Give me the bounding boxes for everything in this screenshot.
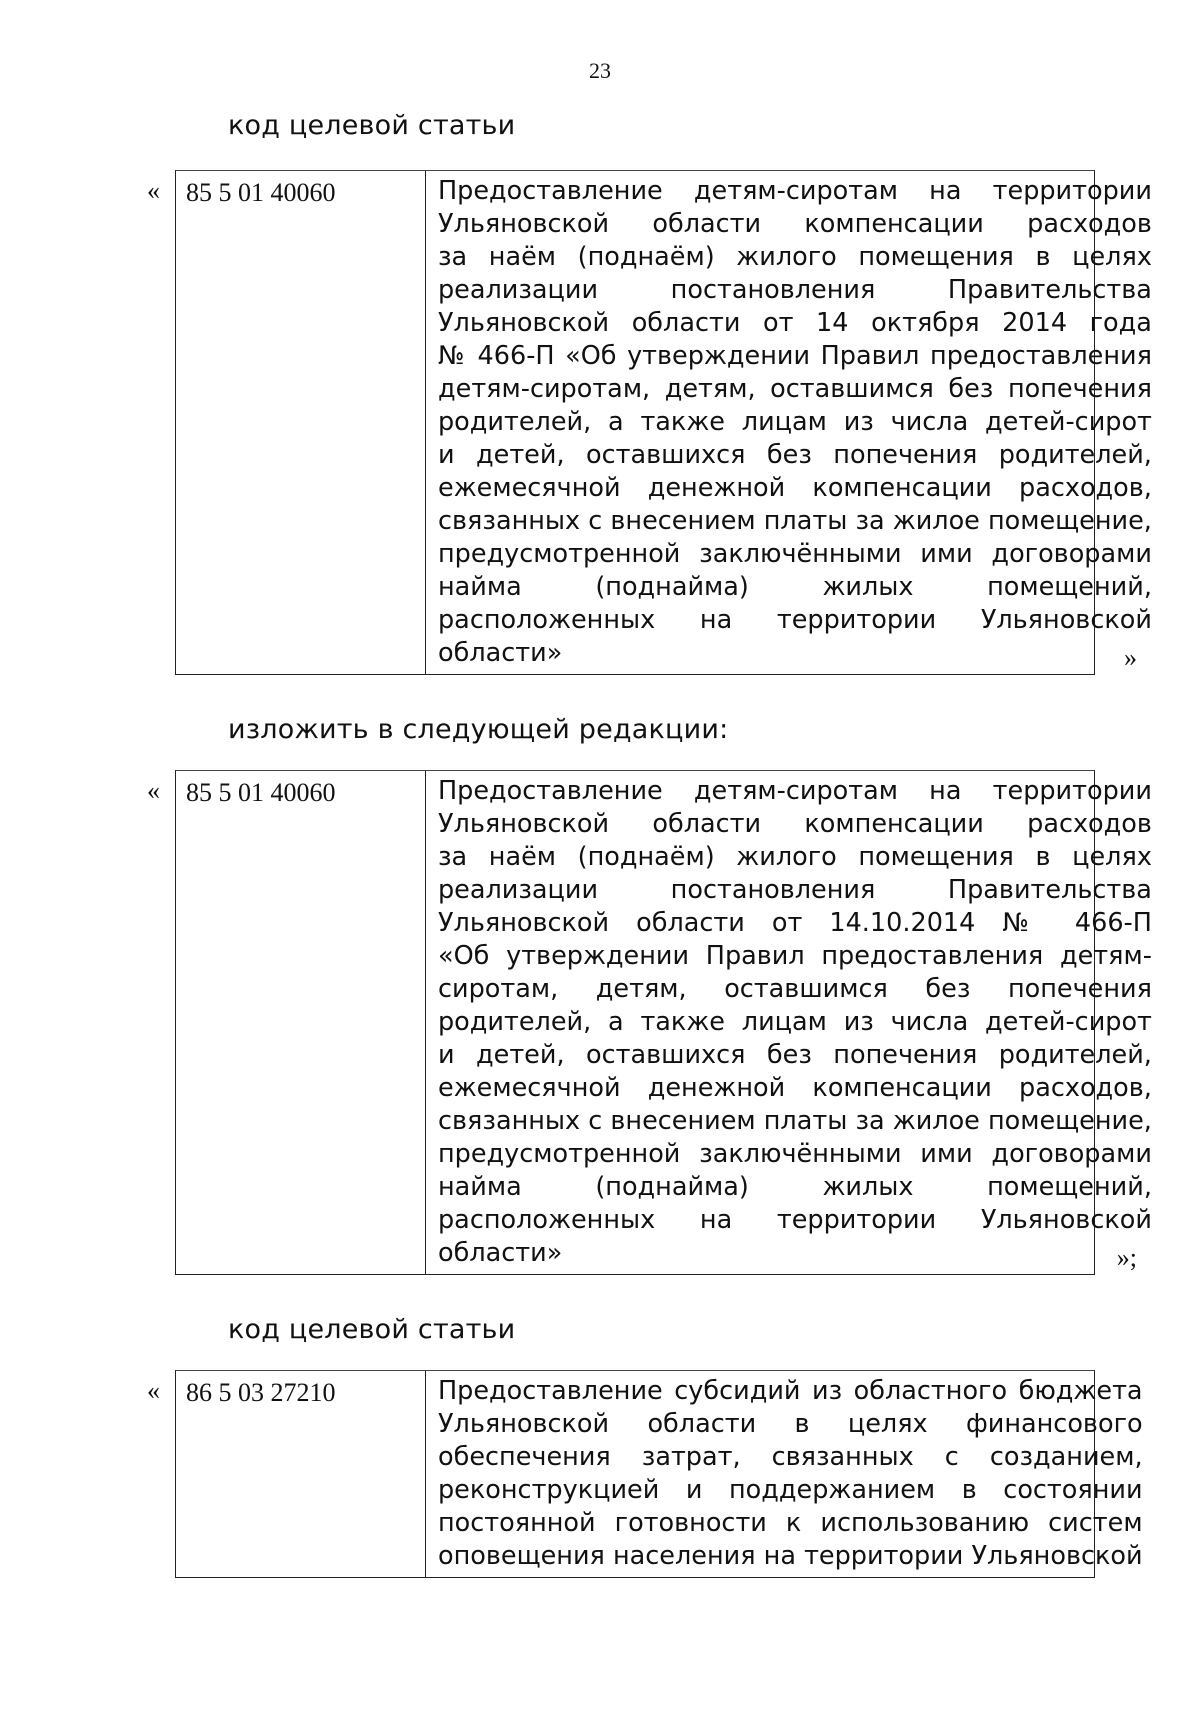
- text-line: Ульяновской области от 14 октября 2014 года: [438, 308, 1152, 338]
- text-line: оповещения населения на территории Ульяновской: [438, 1541, 1143, 1571]
- text-line: детям-сиротам, детям, оставшимся без попечения: [438, 374, 1152, 404]
- text-line: предусмотренной заключёнными ими договорами: [438, 539, 1152, 569]
- text-line: «Об утверждении Правил предоставления детям-: [438, 941, 1152, 971]
- text-line: связанных с внесением платы за жилое помещение,: [438, 506, 1152, 536]
- text-line: Ульяновской области от 14.10.2014 № 466-П: [438, 908, 1152, 938]
- text-line: № 466-П «Об утверждении Правил предоставления: [438, 341, 1152, 371]
- text-line: родителей, а также лицам из числа детей-сирот: [438, 1007, 1152, 1037]
- text-line: постоянной готовности к использованию систем: [438, 1508, 1143, 1538]
- page-number: 23: [589, 58, 611, 83]
- text-line: предусмотренной заключёнными ими договорами: [438, 1139, 1152, 1169]
- table-block-2: [147, 770, 1152, 1275]
- heading-target-article-code-2: код целевой статьи: [228, 1314, 516, 1345]
- text-line: Предоставление субсидий из областного бюджета: [438, 1376, 1143, 1406]
- heading-new-wording: изложить в следующей редакции:: [228, 714, 729, 745]
- open-quote-mark: «: [147, 776, 160, 805]
- text-line: ежемесячной денежной компенсации расходов,: [438, 1073, 1152, 1103]
- code-cell: 85 5 01 40060: [176, 171, 426, 674]
- text-line: найма (поднайма) жилых помещений,: [438, 1172, 1152, 1202]
- text-line: сиротам, детям, оставшимся без попечения: [438, 974, 1152, 1004]
- close-quote-mark: »: [1124, 643, 1137, 672]
- text-line: Ульяновской области компенсации расходов: [438, 209, 1152, 239]
- text-line: Ульяновской области компенсации расходов: [438, 809, 1152, 839]
- text-line: области»: [438, 638, 563, 668]
- heading-target-article-code-1: код целевой статьи: [228, 110, 516, 141]
- text-line: за наём (поднаём) жилого помещения в целях: [438, 242, 1152, 272]
- text-line: найма (поднайма) жилых помещений,: [438, 572, 1152, 602]
- text-line: за наём (поднаём) жилого помещения в целях: [438, 842, 1152, 872]
- text-line: реализации постановления Правительства: [438, 275, 1152, 305]
- code-cell: 86 5 03 27210: [176, 1371, 426, 1577]
- open-quote-mark: «: [147, 1376, 160, 1405]
- text-line: родителей, а также лицам из числа детей-сирот: [438, 407, 1152, 437]
- table-row: [175, 1370, 1143, 1578]
- text-line: реконструкцией и поддержанием в состоянии: [438, 1475, 1143, 1505]
- text-line: связанных с внесением платы за жилое помещение,: [438, 1106, 1152, 1136]
- description-cell: [426, 171, 1158, 674]
- table-block-3: [147, 1370, 1143, 1578]
- text-line: и детей, оставшихся без попечения родителей,: [438, 1040, 1152, 1070]
- text-line: Предоставление детям-сиротам на территории: [438, 776, 1152, 806]
- table-row: [175, 770, 1152, 1275]
- text-line: и детей, оставшихся без попечения родителей,: [438, 440, 1152, 470]
- description-cell: [426, 1371, 1149, 1577]
- description-cell: [426, 771, 1158, 1274]
- text-line: Предоставление детям-сиротам на территории: [438, 176, 1152, 206]
- text-line: реализации постановления Правительства: [438, 875, 1152, 905]
- text-line: обеспечения затрат, связанных с созданием,: [438, 1442, 1143, 1472]
- close-quote-mark: »;: [1116, 1243, 1137, 1272]
- table-row: [175, 170, 1152, 675]
- code-cell: 85 5 01 40060: [176, 771, 426, 1274]
- text-line: области»: [438, 1238, 563, 1268]
- open-quote-mark: «: [147, 176, 160, 205]
- table-block-1: [147, 170, 1152, 675]
- text-line: расположенных на территории Ульяновской: [438, 1205, 1152, 1235]
- text-line: расположенных на территории Ульяновской: [438, 605, 1152, 635]
- text-line: Ульяновской области в целях финансового: [438, 1409, 1143, 1439]
- text-line: ежемесячной денежной компенсации расходов,: [438, 473, 1152, 503]
